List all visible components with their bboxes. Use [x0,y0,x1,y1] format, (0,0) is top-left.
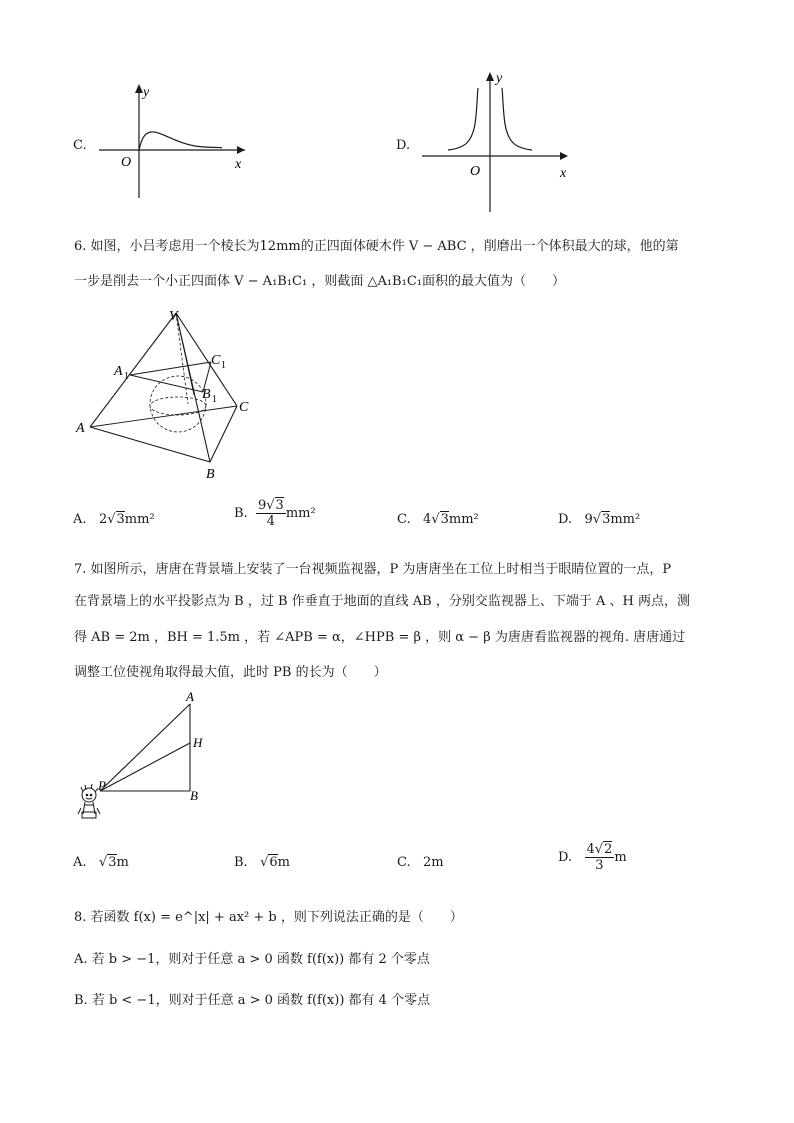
right-curve [502,88,532,150]
graph-option-c [95,80,255,205]
svg-text:1: 1 [221,360,226,371]
y-arrow [135,84,143,93]
q7-option-b: B. √6m [234,855,290,870]
tetrahedron-figure [72,300,272,485]
y-axis-label: y [496,71,503,86]
q7-stem-line4: 调整工位使视角取得最大值，此时 PB 的长为（ ） [74,665,387,680]
svg-text:1: 1 [212,394,217,405]
left-curve [448,88,478,150]
person-icon [78,784,100,818]
x-axis-label: x [560,166,567,181]
q6-option-d: D. 9√3mm² [558,512,641,527]
origin-label: O [121,155,132,170]
y-axis-label: y [143,85,150,100]
monitor-figure [72,688,222,828]
y-arrow [486,72,494,81]
q7-option-a: A. √3m [73,855,129,870]
svg-text:V: V [169,309,178,324]
q6-option-b: B. $\frac{9√3}{4}$ mm² [234,498,316,529]
curve [139,132,222,150]
q8-option-b: B. 若 b < −1，则对于任意 a > 0 函数 f(f(x)) 都有 4 个零点 [74,993,431,1008]
x-arrow [237,146,245,154]
origin-label: O [470,164,481,179]
svg-text:B: B [190,788,198,803]
q7-stem-line2: 在背景墙上的水平投影点为 B ，过 B 作垂直于地面的直线 AB ，分别交监视器上、下端于 A 、H 两点，测 [74,594,690,609]
svg-text:P: P [98,778,106,793]
q7-option-c: C. 2m [397,855,444,870]
svg-text:A: A [186,689,194,704]
option-d-label: D. [396,138,411,153]
q6-stem-line1: 6. 如图，小吕考虑用一个棱长为12mm的正四面体硬木件 V − ABC ，削磨出一个体积最大的球，他的第 [74,239,679,254]
q8-stem: 8. 若函数 f(x) = e^|x| + ax² + b ，则下列说法正确的是（ ） [74,910,463,925]
q7-stem-line1: 7. 如图所示，唐唐在背景墙上安装了一台视频监视器，P 为唐唐坐在工位上时相当于眼睛位置的一点，P [74,562,672,577]
x-arrow [560,152,568,160]
q6-option-a: A. 2√3mm² [73,512,155,527]
q6-stem-line2: 一步是削去一个小正四面体 V − A₁B₁C₁ ，则截面 △A₁B₁C₁面积的最大值为（ ） [74,274,565,289]
svg-text:B: B [206,467,215,482]
svg-text:C: C [211,353,221,368]
svg-text:C: C [239,400,249,415]
option-c-label: C. [73,138,87,153]
x-axis-label: x [235,157,242,172]
svg-text:B: B [202,387,211,402]
q8-option-a: A. 若 b > −1，则对于任意 a > 0 函数 f(f(x)) 都有 2 个零点 [74,952,430,967]
svg-text:A: A [114,364,123,379]
graph-option-d [418,66,578,216]
q7-stem-line3: 得 AB = 2m ，BH = 1.5m ，若 ∠APB = α，∠HPB = β ，则 α − β 为唐唐看监视器的视角. 唐唐通过 [74,630,686,645]
svg-text:A: A [76,421,85,436]
svg-text:H: H [193,735,203,750]
q6-option-c: C. 4√3mm² [397,512,479,527]
q7-option-d: D. $\frac{4√2}{3}$ m [558,842,627,873]
inscribed-sphere [150,376,206,432]
svg-text:1: 1 [124,371,129,382]
